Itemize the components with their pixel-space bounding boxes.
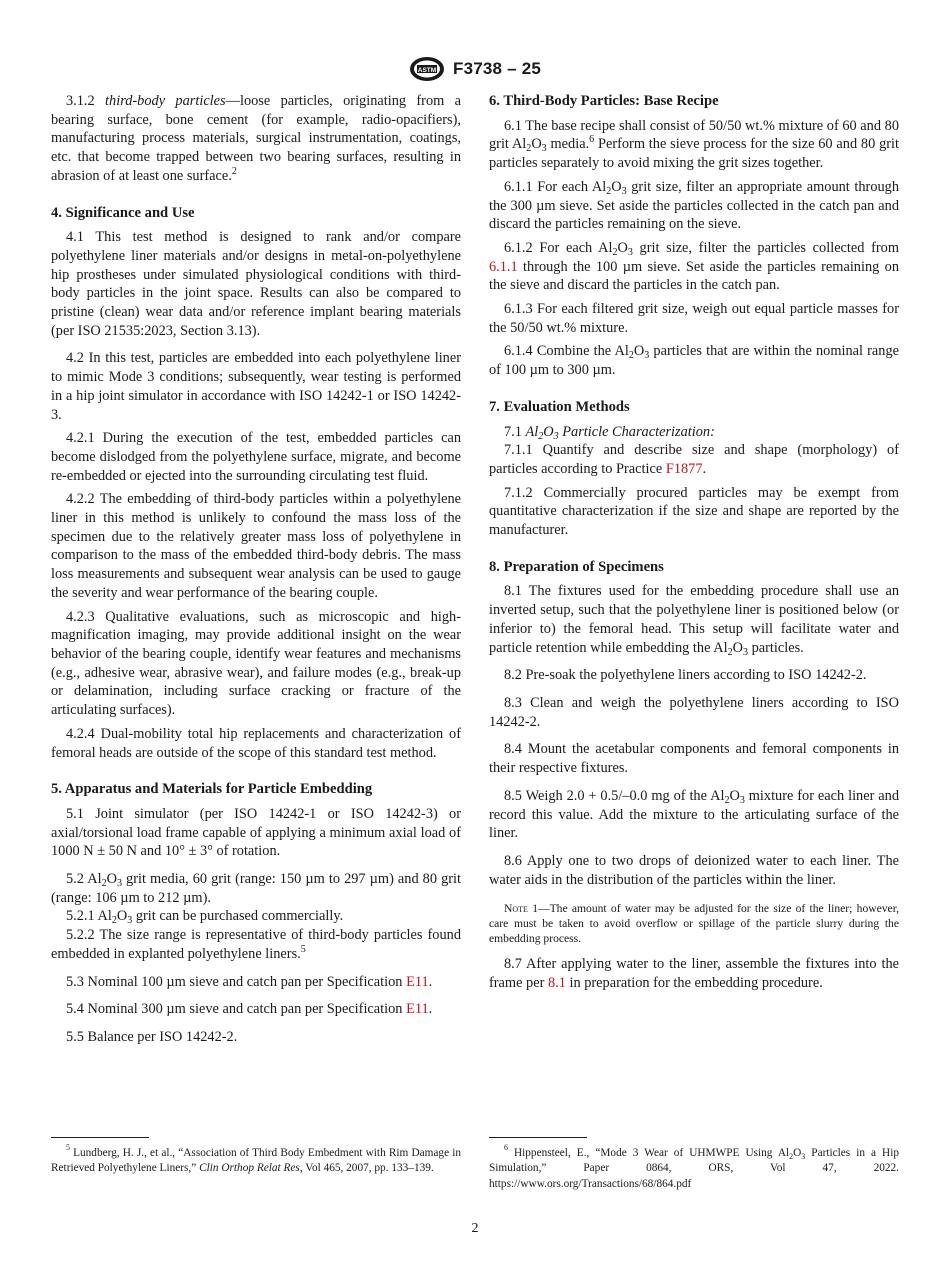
note-1: Note 1—The amount of water may be adjusted for the size of the liner; however, care must be taken to avoid overflow or spillage of the particle slurry during the embedding process.: [489, 902, 899, 946]
para-3-1-2: 3.1.2 third-body particles—loose particles, originating from a bearing surface, bone cement (for example, radio-opacifiers), manufacturing process materials, surgical instrumentation, coatings, etc. that become trapped between two bearing surfaces, resulting in abrasion of at least one surface.$^2$: [51, 93, 462, 184]
para-4-2: 4.2 In this test, particles are embedded into each polyethylene liner to mimic Mode 3 conditions; subsequently, wear testing is performed in a hip joint simulator in accordance with ISO 14242-1 or ISO 14242-3.: [51, 350, 461, 423]
svg-text:ASTM: ASTM: [417, 67, 437, 74]
footnote-6: $^6$ Hippensteel, E., “Mode 3 Wear of UHMWPE Using $Al_2O_3$ Particles in a Hip Simulation,” Paper 0864, ORS, Vol 47, 2022. https://www.ors.org/Transactions/68/864.pdf: [489, 1143, 899, 1190]
para-4-2-3: 4.2.3 Qualitative evaluations, such as microscopic and high-magnification imaging, may provide additional insight on the wear behavior of the bearing couple, identify wear features and mechanisms (e.g., adhesive wear, abrasive wear), and failure modes (e.g., break-up or delamination, including surface cracking or fracture of the articulating surfaces).: [51, 608, 461, 719]
section-4-heading: 4. Significance and Use: [51, 204, 195, 221]
page-header: [0, 56, 950, 82]
para-5-5: 5.5 Balance per ISO 14242-2.: [66, 1028, 238, 1045]
section-7-heading: 7. Evaluation Methods: [489, 398, 630, 415]
para-5-1: 5.1 Joint simulator (per ISO 14242-1 or ISO 14242-3) or axial/torsional load frame capable of applying a minimum axial load of 1000 N ± 50 N and 10° ± 3° of rotation.: [51, 805, 461, 860]
section-6-heading: 6. Third-Body Particles: Base Recipe: [489, 93, 719, 109]
footnote-rule-right: [489, 1137, 587, 1138]
para-4-2-4: 4.2.4 Dual-mobility total hip replacements and characterization of femoral heads are outside of the scope of this standard test method.: [51, 725, 461, 761]
ref-e11-link[interactable]: E11: [406, 973, 429, 990]
para-5-4: 5.4 Nominal 300 µm sieve and catch pan per Specification E11.: [66, 1001, 433, 1018]
para-7-1-1: 7.1.1 Quantify and describe size and shape (morphology) of particles according to Practice F1877.: [489, 442, 899, 477]
right-column: [489, 92, 899, 993]
standard-designation: F3738 – 25: [452, 59, 541, 78]
section-5-heading: 5. Apparatus and Materials for Particle Embedding: [51, 781, 373, 798]
para-6-1: 6.1 The base recipe shall consist of 50/50 wt.% mixture of 60 and 80 grit $Al_2O_3$ media.$^6$ Perform the sieve process for the size 60 and 80 grit particles separately to avoid mixing the grit sizes together.: [489, 117, 900, 172]
para-6-1-2: 6.1.2 For each $Al_2O_3$ grit size, filter the particles collected from 6.1.1 through the 100 µm sieve. Set aside the particles remaining on the sieve and discard the particles in the catch pan.: [489, 239, 899, 294]
ref-f1877-link[interactable]: F1877: [665, 460, 703, 477]
left-column: [51, 92, 461, 1047]
footnote-rule-left: [51, 1137, 149, 1138]
para-6-1-1: 6.1.1 For each $Al_2O_3$ grit size, filter an appropriate amount through the 300 µm sieve. Set aside the particles collected in the catch pan and discard the particles remaining on the sieve.: [489, 178, 900, 233]
para-4-2-1: 4.2.1 During the execution of the test, embedded particles can become dislodged from the polyethylene surface, migrate, and become re-embedded or ejected into the surrounding circulating test fluid.: [51, 430, 461, 484]
para-5-2: 5.2 $Al_2O_3$ grit media, 60 grit (range: 150 µm to 297 µm) and 80 grit (range: 106 µm to 212 µm).: [51, 871, 462, 906]
para-6-1-4: 6.1.4 Combine the $Al_2O_3$ particles that are within the nominal range of 100 µm to 300 µm.: [489, 343, 900, 379]
para-8-3: 8.3 Clean and weigh the polyethylene liners according to ISO 14242-2.: [489, 694, 899, 730]
para-8-5: 8.5 Weigh 2.0 + 0.5/–0.0 mg of the $Al_2O_3$ mixture for each liner and record this value. Add the mixture to the articulating surface of the liner.: [489, 787, 899, 842]
para-8-4: 8.4 Mount the acetabular components and femoral components in their respective fixtures.: [489, 741, 899, 777]
para-8-7: 8.7 After applying water to the liner, assemble the fixtures into the frame per 8.1 in preparation for the embedding procedure.: [489, 956, 899, 992]
page-number: 2: [471, 1221, 479, 1236]
para-7-1-2: 7.1.2 Commercially procured particles may be exempt from quantitative characterization if the size and shape are reported by the manufacturer.: [489, 484, 899, 539]
para-8-1: 8.1 The fixtures used for the embedding procedure shall use an inverted setup, such that the polyethylene liner is positioned below (or inferior to) the femoral head. This setup will facilitate water and particle retention while embedding the $Al_2O_3$ particles.: [489, 583, 899, 658]
para-5-3: 5.3 Nominal 100 µm sieve and catch pan per Specification E11.: [66, 973, 433, 990]
para-8-6: 8.6 Apply one to two drops of deionized water to each liner. The water aids in the distribution of the particles within the liner.: [489, 852, 899, 888]
ref-6-1-1-link[interactable]: 6.1.1: [489, 258, 518, 275]
para-8-2: 8.2 Pre-soak the polyethylene liners according to ISO 14242-2.: [504, 667, 867, 684]
para-4-2-2: 4.2.2 The embedding of third-body particles within a polyethylene liner in this method is unlikely to confound the mass loss of the specimen due to the relatively greater mass loss of polyethylene in comparison to the mass of the embedded third-body debris. The mass loss measurements and subsequent wear analysis can be used to gauge the severity and wear performance of the bearing couple.: [51, 491, 461, 601]
astm-logo-icon: [409, 56, 445, 82]
para-5-2-2: 5.2.2 The size range is representative of third-body particles found embedded in explanted polyethylene liners.$^5$: [51, 927, 461, 962]
footnote-5: $^5$ Lundberg, H. J., et al., “Association of Third Body Embedment with Rim Damage in Retrieved Polyethylene Liners,” Clin Orthop Relat Res, Vol 465, 2007, pp. 133–139.: [51, 1143, 461, 1175]
section-8-heading: 8. Preparation of Specimens: [489, 558, 664, 575]
para-5-2-1: 5.2.1 $Al_2O_3$ grit can be purchased commercially.: [66, 908, 344, 927]
ref-8-1-link[interactable]: 8.1: [547, 975, 566, 992]
ref-e11-link[interactable]: E11: [406, 1001, 429, 1018]
para-7-1: 7.1 $Al_2O_3$ Particle Characterization:: [504, 423, 715, 442]
para-4-1: 4.1 This test method is designed to rank and/or compare polyethylene liner materials and/or designs in metal-on-polyethylene hip prostheses under simulated physiological conditions with third-body particles in the joint space. Results can also be compared to pristine (clean) wear data and/or reference implant bearing materials (per ISO 21535:2023, Section 3.13).: [51, 229, 461, 339]
para-6-1-3: 6.1.3 For each filtered grit size, weigh out equal particle masses for the 50/50 wt.% mixture.: [489, 301, 899, 336]
